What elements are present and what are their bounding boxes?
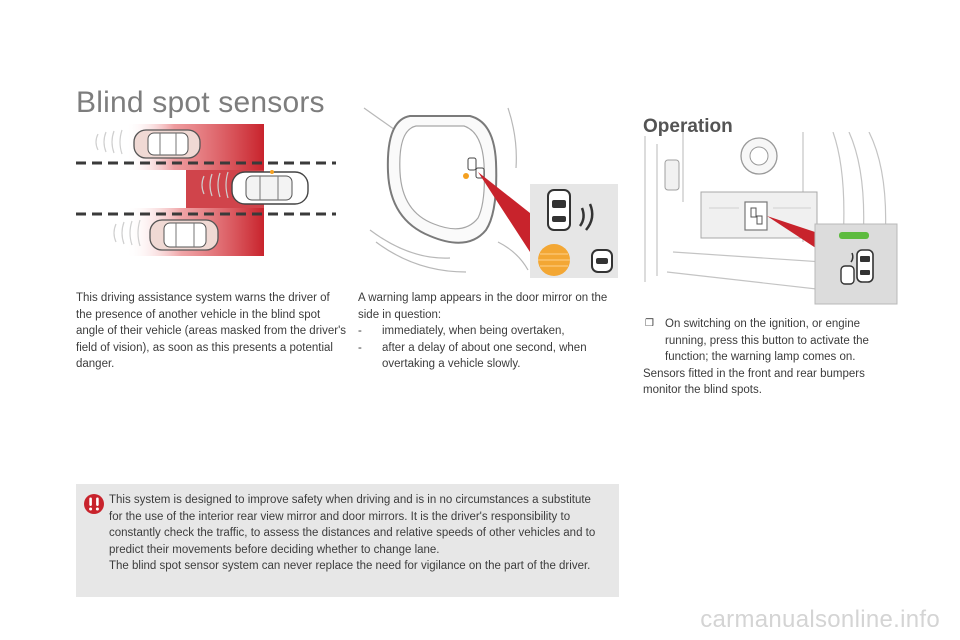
list-bullet: - [358,341,362,354]
warning-lamp-paragraph [358,290,618,373]
page-title: Blind spot sensors [76,86,325,120]
blind-spot-zones-illustration [76,120,338,262]
door-mirror-illustration [358,102,620,280]
overtaking-car-bottom [150,220,218,250]
warning-lamp-inset [530,184,618,278]
operation-heading: Operation [643,115,733,137]
own-car [232,170,308,204]
watermark: carmanualsonline.info [700,606,940,633]
operation-note: Sensors fitted in the front and rear bumpers monitor the blind spots. [643,367,865,396]
list-item: - after a delay of about one second, when overtaking a vehicle slowly. [358,341,587,370]
checkbox-marker-icon: ❒ [645,318,654,329]
intro-paragraph: This driving assistance system warns the driver of the presence of another vehicle in the blind spot angle of their vehicle (areas masked from the driver's field of vision), as soon as this presents a potential danger. [76,292,347,370]
operation-paragraph [643,316,893,399]
warning-lamp-lead: A warning lamp appears in the door mirror on the side in question: [358,292,608,321]
overtaking-car-top [134,130,200,158]
dashboard-button-illustration [643,132,899,306]
operation-step: ❒ On switching on the ignition, or engine running, press this button to activate the function; the warning lamp comes on. [645,318,869,363]
blind-spot-button-inset [815,224,897,304]
warning-double-exclamation-icon [84,494,104,514]
list-bullet: - [358,325,362,337]
safety-notice-text: This system is designed to improve safety when driving and is in no circumstances a substitute for the use of the interior rear view mirror and door mirrors. It is the driver's responsibility to constantly check the traffic, to assess the distances and relative speeds of other vehicles and to predict their movements before deciding whether to change lane. The blind spot sensor system can never replace the need for vigilance on the part of the driver. [109,494,596,572]
list-item: - immediately, when being overtaken, [358,323,618,340]
safety-notice [76,484,619,597]
